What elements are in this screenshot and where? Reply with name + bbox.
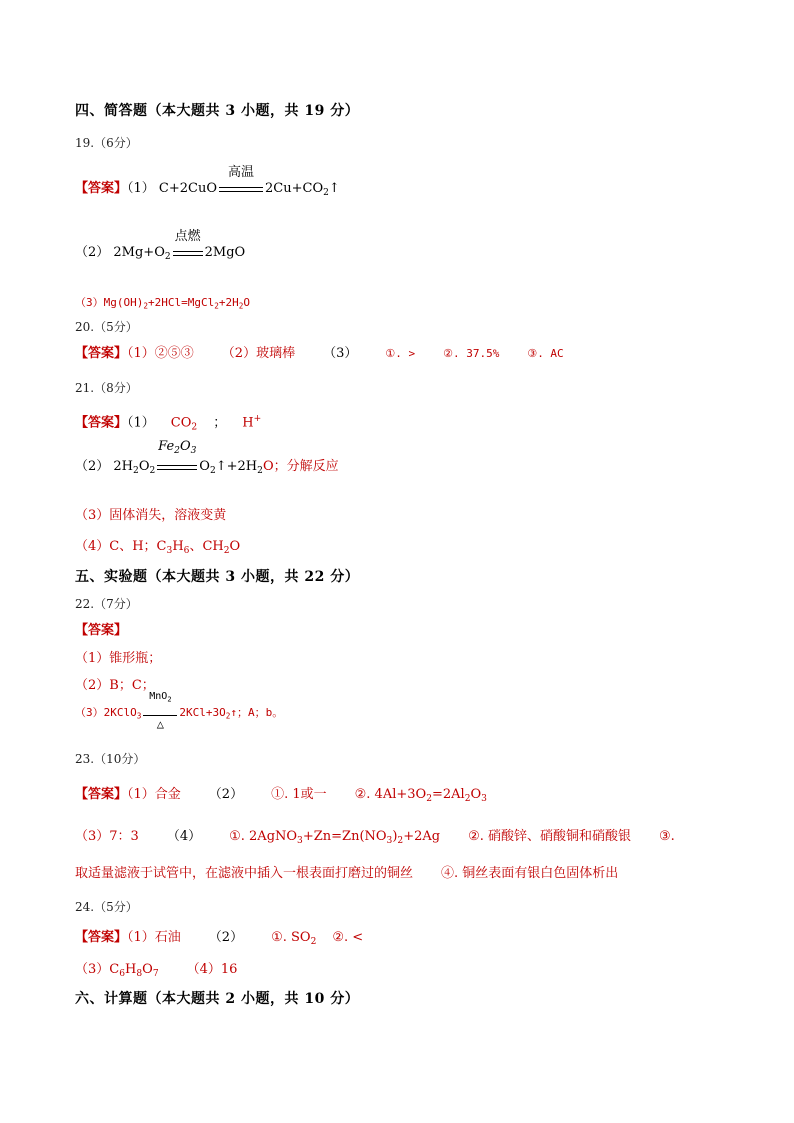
q21-answer-4: （4）C、H；$C_3H_6$、$CH_2O$ <box>75 539 241 557</box>
answer-label: 【答案】 <box>75 181 128 196</box>
q21-answer-3: （3）固体消失，溶液变黄 <box>75 508 227 523</box>
catalyst-condition: $Fe_2O_3$ <box>155 458 199 470</box>
reaction-condition: 点燃 <box>171 244 205 256</box>
section-5-title: 五、实验题（本大题共 3 小题，共 22 分） <box>75 569 360 585</box>
q19-answer-3: $(3)Mg(OH)_2+2HCl=MgCl_2+2H_2O$ <box>75 296 251 311</box>
section-4-title: 四、简答题（本大题共 3 小题，共 19 分） <box>75 103 360 119</box>
q22-number: 22.（7分） <box>75 597 138 611</box>
q21-answer-1: 【答案】（1） $CO_2$ ； H+ <box>75 414 262 433</box>
q20-number: 20.（5分） <box>75 320 138 334</box>
q23-answer-3: 取适量滤液于试管中，在滤液中插入一根表面打磨过的铜丝 ④. 铜丝表面有银白色固体析出 <box>75 866 619 881</box>
q22-answer-2: （2）B；C； <box>75 678 155 693</box>
q19-answer-1: 【答案】（1） C+2CuO 高温 $2Cu+CO_2↑$ <box>75 165 340 199</box>
q24-answer-2: $(3)C_6H_8O_7$ （4）16 <box>75 962 238 980</box>
q23-answer-1: 【答案】（1）合金 （2） ①. 1或一 ②. $4Al+3O_2=2Al_2O_3$ <box>75 787 487 805</box>
section-6-title: 六、计算题（本大题共 2 小题，共 10 分） <box>75 991 360 1007</box>
q21-answer-2: （2） $2H_2O_2$ $Fe_2O_3$ $O_2↑+2H_2O$；分解反应 <box>75 438 339 477</box>
q23-answer-2: （3）7：3 （4） ①. $2AgNO_3+Zn=Zn(NO_3)_2+2Ag$ ②. 硝酸锌、硝酸铜和硝酸银 ③. <box>75 829 675 847</box>
q19-number: 19.（6分） <box>75 136 138 150</box>
reaction-condition: 高温 <box>217 180 265 192</box>
q19-answer-2: （2） $2Mg+O_2$ 点燃 2MgO <box>75 229 246 263</box>
q22-answer-1: （1）锥形瓶； <box>75 651 162 666</box>
catalyst-condition: MnO$_2$ △ <box>141 706 179 716</box>
q22-answer-label: 【答案】 <box>75 623 128 638</box>
q23-number: 23.（10分） <box>75 752 146 766</box>
q21-number: 21.（8分） <box>75 381 138 395</box>
q24-number: 24.（5分） <box>75 900 138 914</box>
q20-answer: 【答案】（1）②⑤③ （2）玻璃棒 （3） ①. > ②. 37.5% ③. AC <box>75 346 564 361</box>
q22-answer-3: （3）2KClO$_3$ MnO$_2$ △ $2KCl+3O_2↑$；A；b。 <box>75 690 284 731</box>
q24-answer-1: 【答案】（1）石油 （2） ①. $SO_2$ ②. < <box>75 930 364 948</box>
